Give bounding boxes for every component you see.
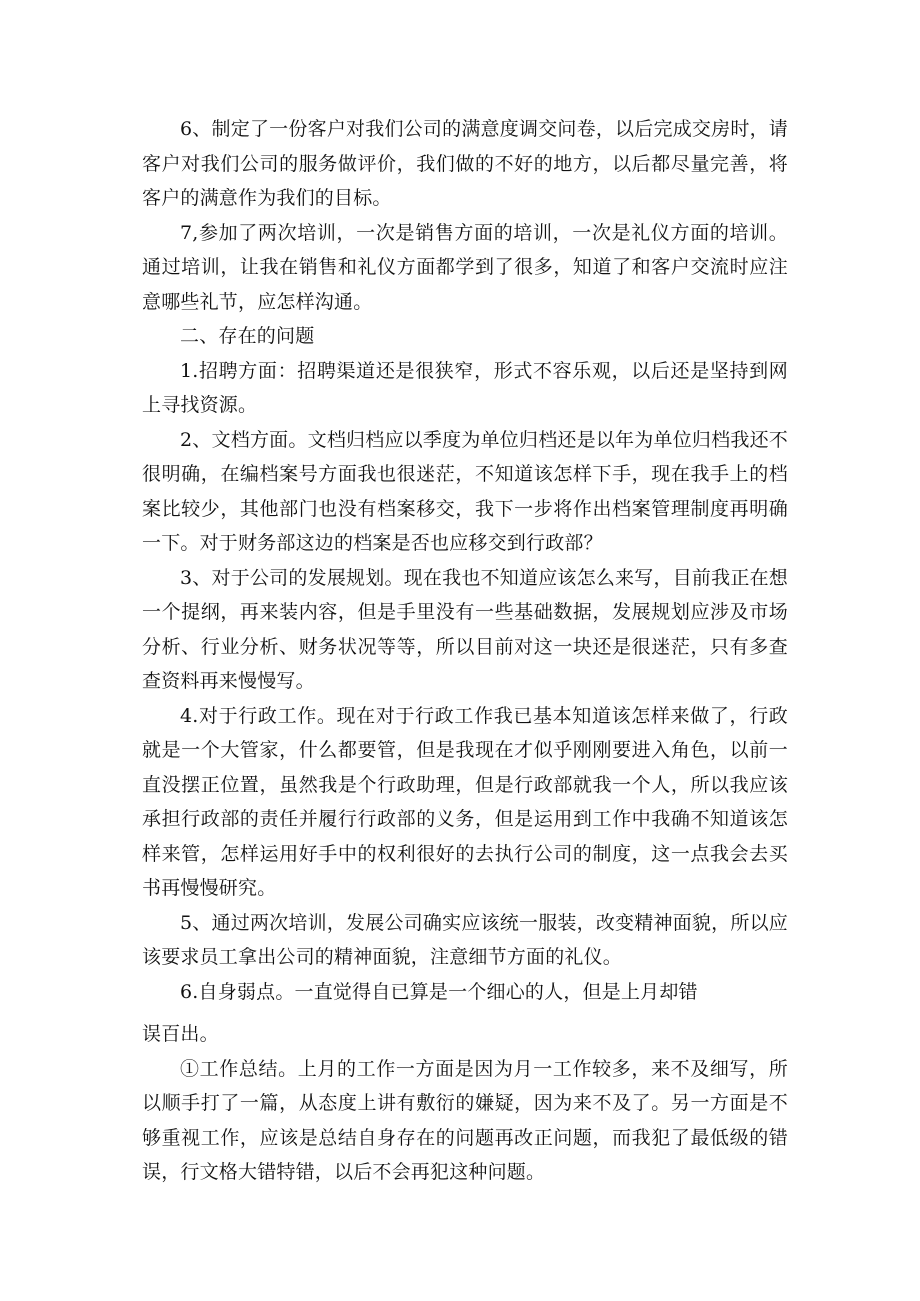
paragraph-item-6-survey: 6、制定了一份客户对我们公司的满意度调交问卷，以后完成交房时，请客户对我们公司的服务做评价，我们做的不好的地方，以后都尽量完善，将客户的满意作为我们的目标。 [142, 118, 788, 209]
paragraph-problem-recruitment: 1.招聘方面：招聘渠道还是很狭窄，形式不容乐观，以后还是坚持到网上寻找资源。 [142, 359, 788, 416]
document-body [142, 112, 788, 1190]
paragraph-problem-uniform: 5、通过两次培训，发展公司确实应该统一服装，改变精神面貌，所以应该要求员工拿出公司的精神面貌，注意细节方面的礼仪。 [142, 911, 788, 968]
paragraph-problem-weakness-tail: 误百出。 [142, 1023, 219, 1045]
section-heading-problems: 二、存在的问题 [180, 325, 315, 347]
paragraph-work-summary: ①工作总结。上月的工作一方面是因为月一工作较多，来不及细写，所以顺手打了一篇，从态度上讲有敷衍的嫌疑，因为来不及了。另一方面是不够重视工作，应该是总结自身存在的问题再改正问题，而我犯了最低级的错误，行文格大错特错，以后不会再犯这种问题。 [142, 1057, 788, 1183]
paragraph-item-7-training: 7,参加了两次培训，一次是销售方面的培训，一次是礼仪方面的培训。通过培训，让我在销售和礼仪方面都学到了很多，知道了和客户交流时应注意哪些礼节，应怎样沟通。 [142, 221, 788, 313]
paragraph-problem-planning: 3、对于公司的发展规划。现在我也不知道应该怎么来写，目前我正在想一个提纲，再来装内容，但是手里没有一些基础数据，发展规划应涉及市场分析、行业分析、财务状况等等，所以目前对这一块还是很迷茫，只有多查查资料再来慢慢写。 [142, 566, 788, 692]
paragraph-problem-documents: 2、文档方面。文档归档应以季度为单位归档还是以年为单位归档我还不很明确，在编档案号方面我也很迷茫，不知道该怎样下手，现在我手上的档案比较少，其他部门也没有档案移交，我下一步将作出档案管理制度再明确一下。对于财务部这边的档案是否也应移交到行政部？ [142, 428, 788, 554]
paragraph-problem-administration: 4.对于行政工作。现在对于行政工作我已基本知道该怎样来做了，行政就是一个大管家，什么都要管，但是我现在才似乎刚刚要进入角色，以前一直没摆正位置，虽然我是个行政助理，但是行政部就我一个人，所以我应该承担行政部的责任并履行行政部的义务，但是运用到工作中我确不知道该怎样来管，怎样运用好手中的权利很好的去执行公司的制度，这一点我会去买书再慢慢研究。 [142, 704, 788, 899]
paragraph-problem-weakness: 6.自身弱点。一直觉得自已算是一个细心的人，但是上月却错 [180, 980, 698, 1003]
